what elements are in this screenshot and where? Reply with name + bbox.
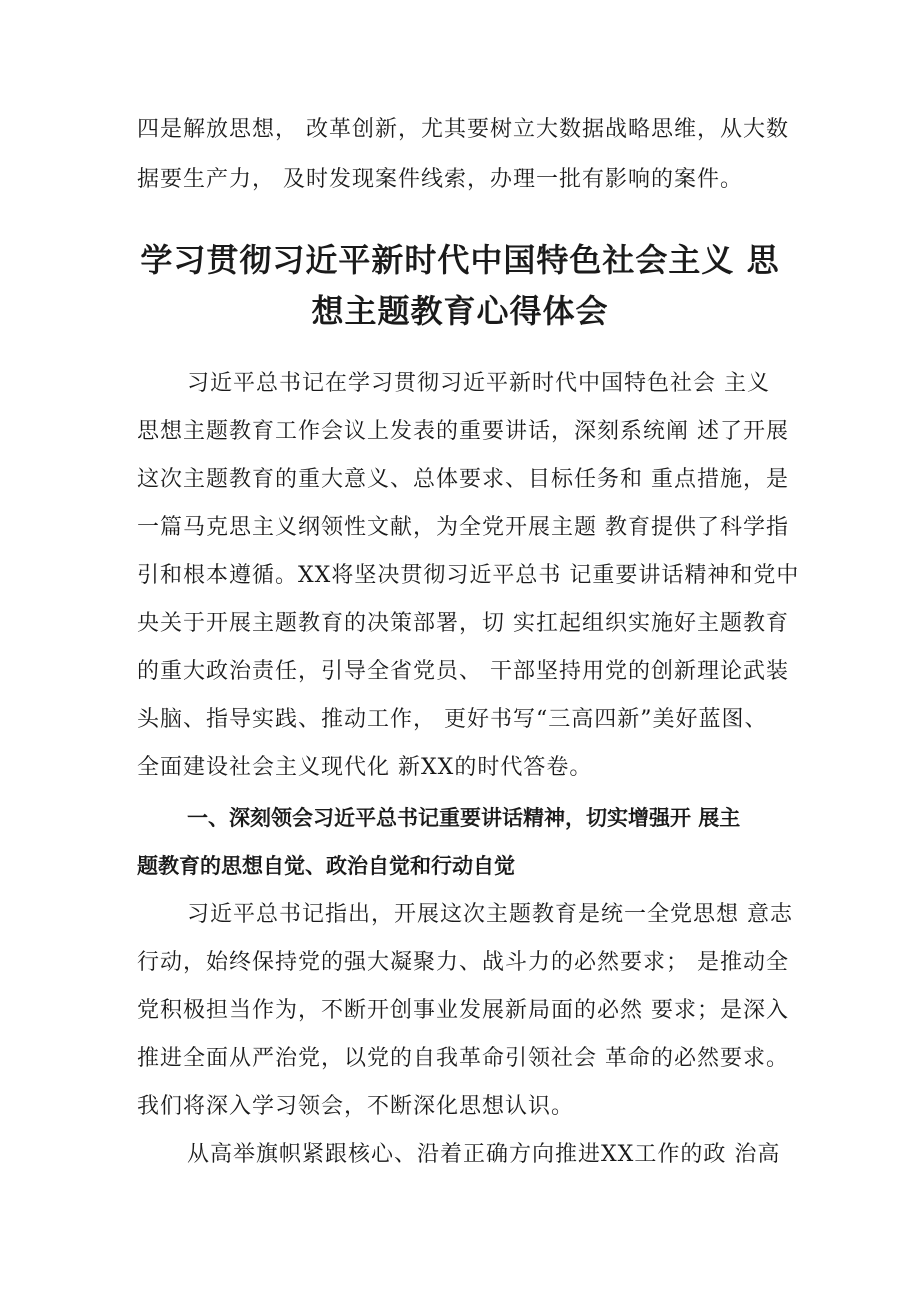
paragraph-2-line-2: 行动，始终保持党的强大凝聚力、战斗力的必然要求； 是推动全 xyxy=(137,950,789,975)
paragraph-1-line-1: 习近平总书记在学习贯彻习近平新时代中国特色社会 主义 xyxy=(187,371,770,396)
paragraph-1-line-7: 的重大政治责任，引导全省党员、 干部坚持用党的创新理论武装 xyxy=(137,659,789,684)
paragraph-1-line-4: 一篇马克思主义纲领性文献，为全党开展主题 教育提供了科学指 xyxy=(137,515,789,540)
intro-line-2: 据要生产力， 及时发现案件线索，办理一批有影响的案件。 xyxy=(137,167,743,192)
paragraph-1-line-8: 头脑、指导实践、推动工作， 更好书写“三高四新”美好蓝图、 xyxy=(137,707,768,732)
section-1-heading-line-2: 题教育的思想自觉、政治自觉和行动自觉 xyxy=(137,854,515,878)
paragraph-1-line-9: 全面建设社会主义现代化 新XX的时代答卷。 xyxy=(137,755,593,780)
paragraph-2-line-5: 我们将深入学习领会，不断深化思想认识。 xyxy=(137,1094,575,1119)
title-line-2: 想主题教育心得体会 xyxy=(311,292,609,330)
paragraph-1-line-6: 央关于开展主题教育的决策部署，切 实扛起组织实施好主题教育 xyxy=(137,611,789,636)
paragraph-2-line-3: 党积极担当作为，不断开创事业发展新局面的必然 要求；是深入 xyxy=(137,998,789,1023)
paragraph-1-line-2: 思想主题教育工作会议上发表的重要讲话，深刻系统阐 述了开展 xyxy=(137,419,789,444)
paragraph-2-line-4: 推进全面从严治党，以党的自我革命引领社会 革命的必然要求。 xyxy=(137,1046,789,1071)
section-1-heading-line-1: 一、深刻领会习近平总书记重要讲话精神，切实增强开 展主 xyxy=(187,806,741,830)
title-line-1: 学习贯彻习近平新时代中国特色社会主义 思 xyxy=(140,241,780,279)
paragraph-2-line-1: 习近平总书记指出，开展这次主题教育是统一全党思想 意志 xyxy=(187,902,793,927)
paragraph-3-line-1: 从高举旗帜紧跟核心、沿着正确方向推进XX工作的政 治高 xyxy=(187,1142,781,1167)
paragraph-1-line-5: 引和根本遵循。XX将坚决贯彻习近平总书 记重要讲话精神和党中 xyxy=(137,563,800,588)
paragraph-1-line-3: 这次主题教育的重大意义、总体要求、目标任务和 重点措施，是 xyxy=(137,467,789,492)
intro-line-1: 四是解放思想， 改革创新，尤其要树立大数据战略思维，从大数 xyxy=(137,117,789,142)
